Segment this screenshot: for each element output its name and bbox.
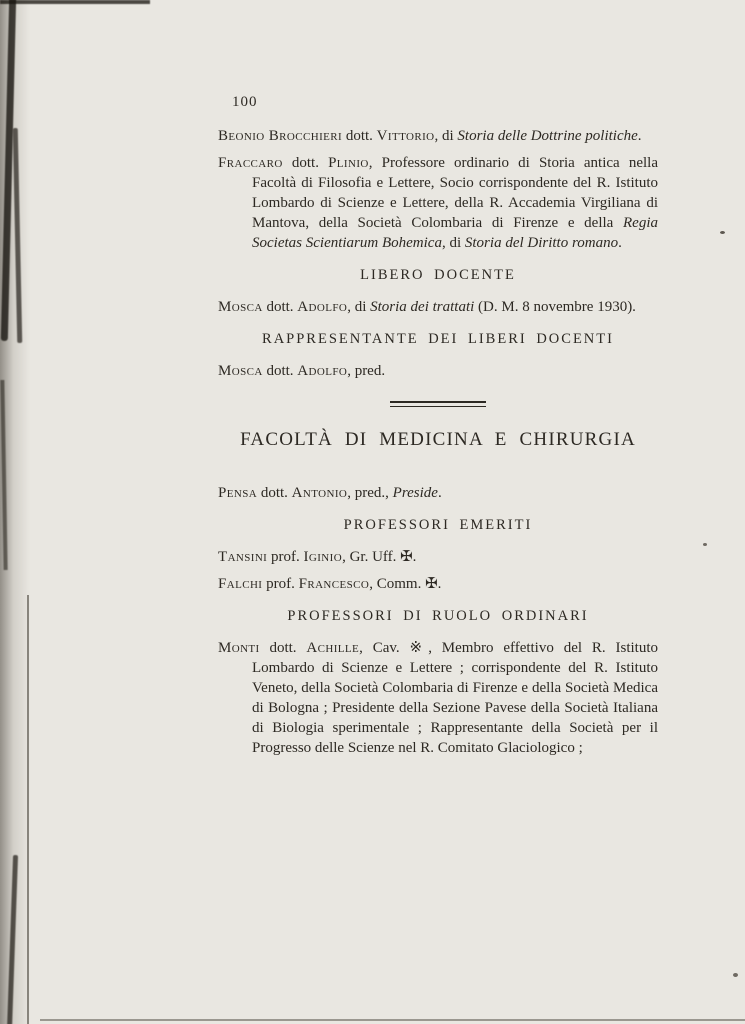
directory-entry [218,574,658,594]
directory-entry [218,483,658,503]
text-segment: Vittorio [376,128,435,144]
binding-gutter-shadow [0,0,30,1024]
text-segment: Beonio Brocchieri [218,128,343,144]
text-segment: Iginio [303,549,343,565]
section-heading: FACOLTÀ DI MEDICINA E CHIRURGIA [240,429,636,450]
text-segment: (D. M. 8 novembre 1930). [474,299,636,315]
text-segment: Achille [306,640,360,656]
text-segment: Pensa [218,485,258,501]
section-separator [390,401,486,407]
text-segment: Fraccaro [218,155,283,171]
section-heading: RAPPRESENTANTE DEI LIBERI DOCENTI [262,331,614,347]
directory-entry [218,126,658,146]
text-segment: Adolfo [297,363,348,379]
directory-entry [218,297,658,317]
scan-artifact-top-edge [0,0,150,4]
scan-artifact-bottom-edge [40,1019,745,1021]
text-segment: Adolfo [297,299,348,315]
text-segment: Regia Societas Scientiarum Bohemica [252,215,658,251]
scan-artifact-speck [720,231,725,234]
directory-entry [218,153,658,253]
text-segment: Storia dei trattati [370,299,475,315]
text-segment: dott. [262,363,298,379]
text-segment: Francesco [298,576,370,592]
text-segment: Falchi [218,576,263,592]
text-segment: , di [434,128,458,144]
directory-entry [218,547,658,567]
text-segment: Mosca [218,363,263,379]
text-segment: Preside [392,485,438,501]
text-segment: . [437,485,442,501]
scan-artifact-streak [27,595,29,1024]
text-segment: Mosca [218,299,263,315]
section-heading: PROFESSORI EMERITI [343,517,533,533]
text-segment: Storia delle Dottrine politiche [457,128,638,144]
text-segment: . [618,235,622,251]
scan-artifact-speck [733,973,738,977]
text-segment: , Cav. ※, Membro effettivo del R. Istituto Lombardo di Scienze e Lettere ; corrispondente del R. Istituto Veneto, della Società Colombaria di Firenze e della Società Medica di Bologna ; Presidente della Sezione Pavese della Società Italiana di Biologia sperimentale ; Rappresentante della Società per il Progresso delle Scienze nel R. Comitato Glaciologico ; [252,640,658,756]
text-segment: dott. [257,485,292,501]
text-segment: , di [347,299,371,315]
section-heading: PROFESSORI DI RUOLO ORDINARI [287,608,589,624]
page-content [218,92,658,765]
text-segment: , Gr. Uff. ✠. [342,549,417,565]
text-segment: Tansini [218,549,268,565]
text-segment: , pred. [347,363,386,379]
text-segment: Plinio [328,155,369,171]
text-segment: dott. [342,128,377,144]
text-segment: prof. [262,576,299,592]
text-segment: , Comm. ✠. [369,576,442,592]
scan-artifact-speck [703,543,707,546]
text-segment: . [637,128,642,144]
text-segment: Antonio [291,485,348,501]
directory-entry [218,638,658,758]
page-number: 100 [232,94,258,110]
scan-artifact-streak [7,855,18,1024]
text-segment: , Professore ordinario di Storia antica nella Facoltà di Filosofia e Lettere, Socio corrispondente del R. Istituto Lombardo di Scienze e Lettere, della R. Accademia Virgiliana di Mantova, della Società Colombaria di Firenze e della [252,155,658,231]
section-heading: LIBERO DOCENTE [360,267,516,283]
scan-artifact-streak [0,380,7,570]
scan-artifact-streak [13,128,23,343]
text-segment: prof. [267,549,304,565]
text-segment: dott. [259,640,307,656]
text-segment: , di [441,235,465,251]
text-segment: Storia del Diritto romano [464,235,619,251]
scan-artifact-streak [1,0,16,341]
text-segment: dott. [262,299,298,315]
text-segment: dott. [282,155,329,171]
text-segment: , pred., [347,485,393,501]
directory-entry [218,361,658,381]
text-segment: Monti [218,640,260,656]
